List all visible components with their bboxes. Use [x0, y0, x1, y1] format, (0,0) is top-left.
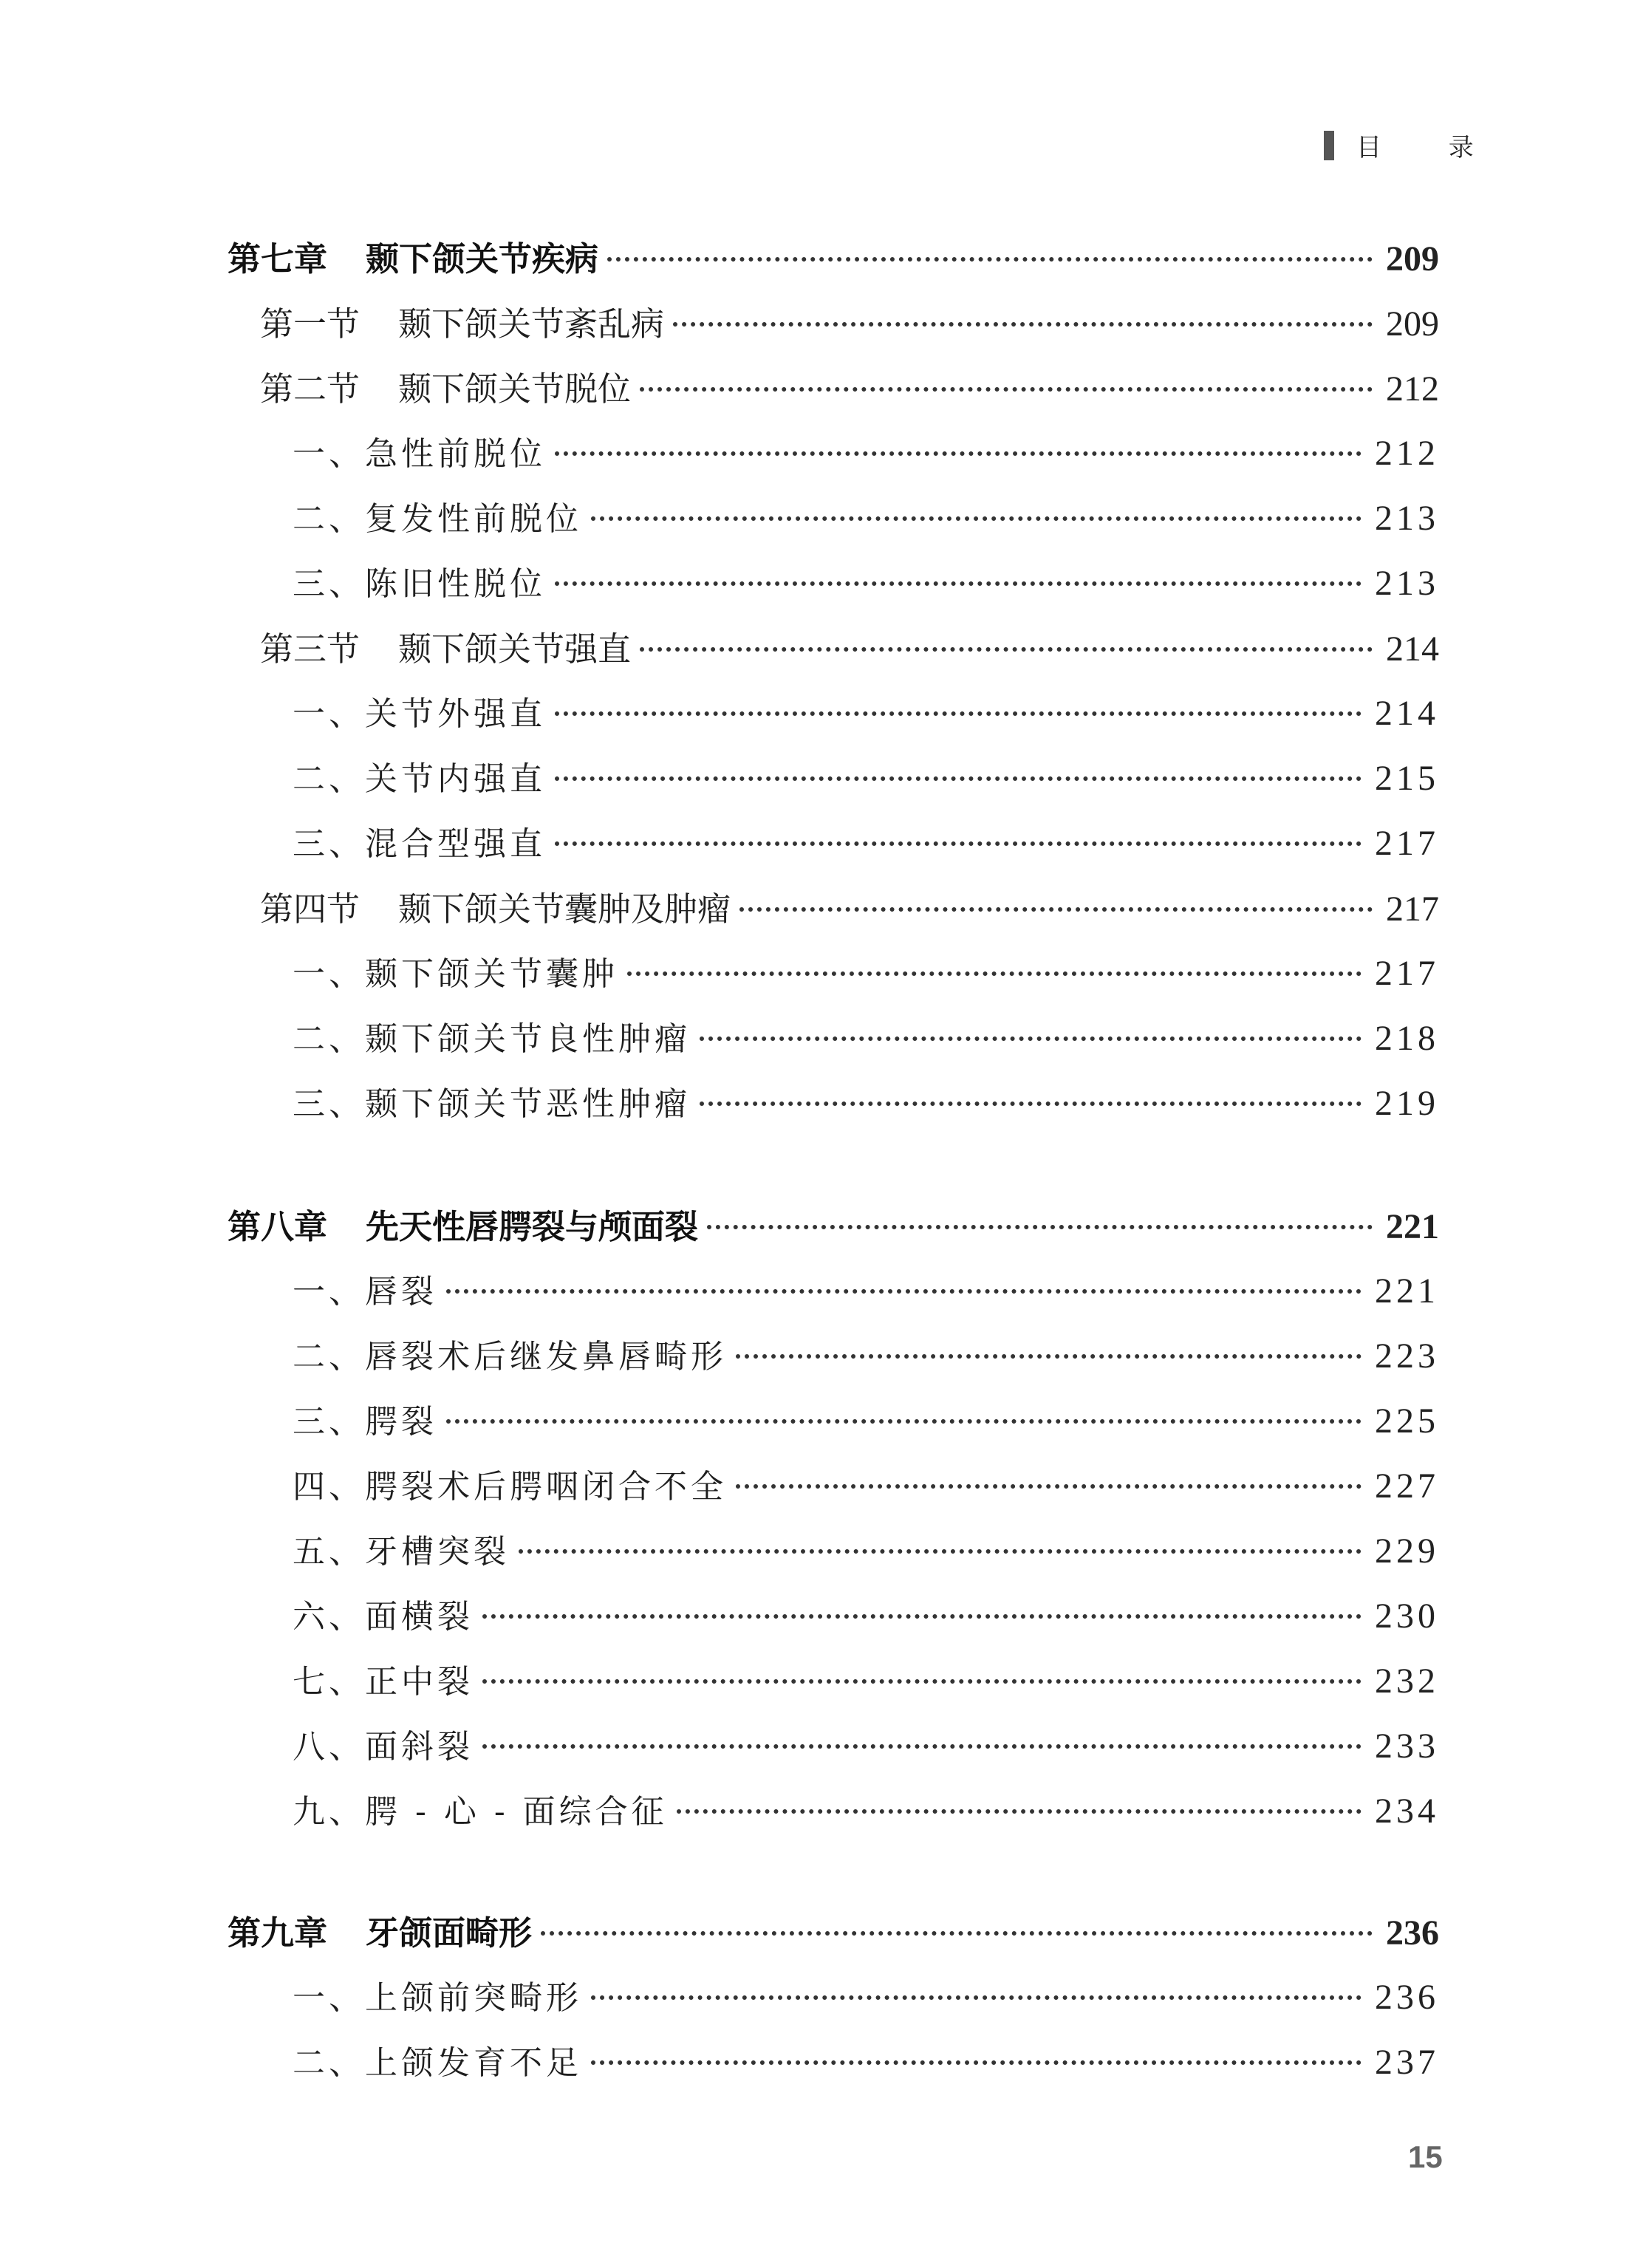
toc-item-title: 三、陈旧性脱位 [293, 565, 546, 603]
dot-leader [482, 1679, 1361, 1684]
dot-leader [482, 1744, 1361, 1749]
dot-leader [700, 1101, 1361, 1106]
dot-leader [640, 647, 1373, 652]
dot-leader [739, 907, 1373, 912]
dot-leader [707, 1225, 1373, 1229]
toc-item-title: 七、正中裂 [293, 1663, 474, 1701]
toc-chapter-row[interactable] [228, 232, 1439, 297]
dot-leader [736, 1484, 1361, 1489]
toc-item-row[interactable] [293, 1590, 1439, 1655]
toc-item-title: 三、混合型强直 [293, 825, 546, 863]
toc-page-number: 221 [1386, 1207, 1439, 1246]
toc-section-title: 颞下颌关节强直 [398, 629, 632, 669]
dot-leader [446, 1289, 1361, 1294]
toc-page-number: 213 [1375, 499, 1439, 538]
toc-page-number: 217 [1375, 954, 1439, 993]
header-bar [1324, 131, 1334, 160]
toc-page-number: 223 [1375, 1336, 1439, 1376]
toc-section-number: 第二节 [260, 369, 361, 409]
toc-section-number: 第三节 [260, 629, 361, 669]
dot-leader [555, 841, 1361, 846]
toc-section-title: 颞下颌关节囊肿及肿瘤 [398, 889, 731, 929]
dot-leader [591, 516, 1361, 521]
dot-leader [541, 1931, 1373, 1936]
toc-page-number: 213 [1375, 564, 1439, 603]
toc-section-row[interactable] [260, 362, 1439, 427]
toc-item-row[interactable] [293, 427, 1439, 492]
toc-item-title: 一、颞下颌关节囊肿 [293, 955, 618, 993]
toc-item-row[interactable] [293, 817, 1439, 882]
dot-leader [700, 1036, 1361, 1041]
toc-item-row[interactable] [293, 1655, 1439, 1720]
toc-item-row[interactable] [293, 557, 1439, 622]
toc-section-title: 颞下颌关节脱位 [398, 369, 632, 409]
toc-item-title: 六、面横裂 [293, 1598, 474, 1636]
toc-chapter-title: 牙颌面畸形 [366, 1913, 533, 1953]
toc-chapter-row[interactable] [228, 1906, 1439, 1971]
dot-leader [555, 451, 1361, 456]
toc-page-number: 234 [1375, 1791, 1439, 1831]
dot-leader [519, 1549, 1361, 1554]
dot-leader [591, 1995, 1361, 2000]
toc-page-number: 217 [1375, 824, 1439, 863]
toc-item-title: 八、面斜裂 [293, 1728, 474, 1766]
toc-page-number: 229 [1375, 1531, 1439, 1571]
dot-leader [736, 1354, 1361, 1359]
dot-leader [555, 581, 1361, 586]
toc-page-number: 214 [1375, 694, 1439, 733]
toc-page-number: 214 [1386, 629, 1439, 669]
toc-page-number: 225 [1375, 1401, 1439, 1441]
toc-item-row[interactable] [293, 2036, 1439, 2101]
toc-page-number: 212 [1375, 434, 1439, 473]
toc-item-title: 四、腭裂术后腭咽闭合不全 [293, 1468, 727, 1506]
toc-item-title: 二、上颌发育不足 [293, 2044, 582, 2082]
toc-chapter-row[interactable] [228, 1200, 1439, 1265]
toc-item-row[interactable] [293, 947, 1439, 1012]
header-title: 目 录 [1356, 133, 1503, 163]
toc-item-row[interactable] [293, 492, 1439, 557]
toc-page-number: 219 [1375, 1084, 1439, 1123]
toc-item-title: 二、颞下颌关节良性肿瘤 [293, 1020, 691, 1058]
toc-item-title: 二、关节内强直 [293, 760, 546, 798]
toc-page-number: 209 [1386, 239, 1439, 279]
toc-item-row[interactable] [293, 1525, 1439, 1590]
dot-leader [640, 387, 1373, 392]
toc-section-title: 颞下颌关节紊乱病 [398, 304, 665, 344]
toc-item-row[interactable] [293, 1330, 1439, 1395]
toc-chapter-title: 先天性唇腭裂与颅面裂 [366, 1207, 699, 1246]
running-header [1324, 127, 1503, 163]
toc-page-number: 233 [1375, 1726, 1439, 1766]
toc-section-row[interactable] [260, 882, 1439, 947]
dot-leader [627, 971, 1361, 976]
toc-item-row[interactable] [293, 1460, 1439, 1525]
toc-page-number: 212 [1386, 369, 1439, 409]
toc-chapter-title: 颞下颌关节疾病 [366, 239, 599, 279]
toc-item-row[interactable] [293, 1012, 1439, 1077]
toc-item-title: 一、急性前脱位 [293, 435, 546, 473]
toc-page-number: 230 [1375, 1596, 1439, 1636]
toc-item-row[interactable] [293, 1395, 1439, 1460]
toc-item-row[interactable] [293, 687, 1439, 752]
toc-page-number: 209 [1386, 304, 1439, 344]
toc-page-number: 232 [1375, 1661, 1439, 1701]
toc-item-title: 三、腭裂 [293, 1403, 437, 1441]
toc-page-number: 217 [1386, 889, 1439, 929]
toc-page-number: 236 [1375, 1978, 1439, 2017]
toc-item-row[interactable] [293, 752, 1439, 817]
toc-item-title: 二、唇裂术后继发鼻唇畸形 [293, 1338, 727, 1376]
dot-leader [591, 2060, 1361, 2065]
toc-item-row[interactable] [293, 1077, 1439, 1142]
toc-item-title: 三、颞下颌关节恶性肿瘤 [293, 1085, 691, 1123]
dot-leader [555, 711, 1361, 716]
dot-leader [677, 1809, 1361, 1814]
toc-chapter-number: 第九章 [228, 1913, 328, 1953]
toc-page-number: 227 [1375, 1466, 1439, 1506]
page-number: 15 [1408, 2139, 1443, 2174]
toc-page-number: 218 [1375, 1019, 1439, 1058]
toc-page-number: 237 [1375, 2043, 1439, 2082]
toc-item-title: 一、唇裂 [293, 1273, 437, 1311]
toc-chapter-number: 第七章 [228, 239, 328, 279]
dot-leader [446, 1419, 1361, 1424]
toc-page-number: 221 [1375, 1271, 1439, 1311]
toc-chapter-number: 第八章 [228, 1207, 328, 1246]
toc-page-number: 236 [1386, 1913, 1439, 1953]
toc-item-title: 五、牙槽突裂 [293, 1533, 510, 1571]
toc-item-title: 二、复发性前脱位 [293, 500, 582, 538]
dot-leader [555, 776, 1361, 781]
toc-section-number: 第一节 [260, 304, 361, 344]
toc-item-title: 一、上颌前突畸形 [293, 1979, 582, 2017]
dot-leader [673, 322, 1373, 327]
toc-item-title: 一、关节外强直 [293, 695, 546, 733]
toc-section-row[interactable] [260, 622, 1439, 687]
toc-item-row[interactable] [293, 1265, 1439, 1330]
toc-item-row[interactable] [293, 1720, 1439, 1785]
toc-section-row[interactable] [260, 297, 1439, 362]
dot-leader [607, 257, 1373, 262]
toc-item-title: 九、腭 - 心 - 面综合征 [293, 1793, 668, 1831]
toc-item-row[interactable] [293, 1785, 1439, 1850]
dot-leader [482, 1614, 1361, 1619]
toc-section-number: 第四节 [260, 889, 361, 929]
toc-item-row[interactable] [293, 1971, 1439, 2036]
toc-page-number: 215 [1375, 759, 1439, 798]
